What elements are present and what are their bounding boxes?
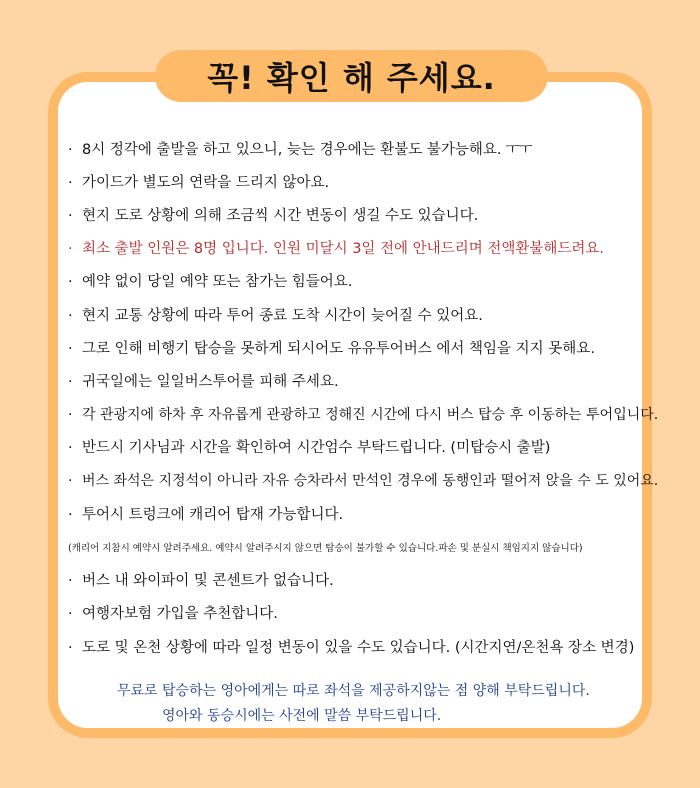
bullet-icon: · (68, 341, 73, 357)
page-title: 꼭! 확인 해 주세요. (207, 59, 496, 97)
notice-item-text: 최소 출발 인원은 8명 입니다. 인원 미달시 3일 전에 안내드리며 전액환불해드려요. (82, 241, 604, 257)
notice-item-text: 여행자보험 가입을 추천합니다. (82, 606, 278, 622)
infant-seat-notice: 무료로 탑승하는 영아에게는 따로 좌석을 제공하지않는 점 양해 부탁드립니다. (117, 683, 590, 699)
notice-item (68, 604, 278, 624)
bullet-icon: · (68, 407, 73, 423)
notice-item-text: 반드시 기사님과 시간을 확인하여 시간엄수 부탁드립니다. (미탑승시 출발) (82, 440, 551, 456)
notice-item (68, 206, 478, 226)
notice-item-text: 8시 정각에 출발을 하고 있으니, 늦는 경우에는 환불도 불가능해요. (82, 142, 502, 158)
bullet-icon: · (68, 374, 73, 390)
notice-item-minimum-participants (68, 239, 604, 259)
bullet-icon: · (68, 142, 73, 158)
bullet-icon: · (68, 208, 73, 224)
notice-item (68, 140, 532, 160)
notice-item (68, 571, 334, 591)
notice-item-text: 현지 도로 상황에 의해 조금씩 시간 변동이 생길 수도 있습니다. (82, 208, 479, 224)
notice-item-text: 그로 인해 비행기 탑승을 못하게 되시어도 유유투어버스 에서 책임을 지지 못해요. (82, 341, 595, 357)
bullet-icon: · (68, 440, 73, 456)
bullet-icon: · (68, 473, 73, 489)
notice-item-text: 가이드가 별도의 연락을 드리지 않아요. (82, 175, 330, 191)
notice-item-text: 버스 좌석은 지정석이 아니라 자유 승차라서 만석인 경우에 동행인과 떨어져 앉을 수 도 있어요. (82, 473, 659, 489)
notice-item (68, 173, 329, 193)
notice-item (68, 372, 339, 392)
notice-item-text: 각 관광지에 하차 후 자유롭게 관광하고 정해진 시간에 다시 버스 탑승 후 이동하는 투어입니다. (82, 407, 659, 423)
bullet-icon: · (68, 241, 73, 257)
notice-item-text: 현지 교통 상황에 따라 투어 종료 도착 시간이 늦어질 수 있어요. (82, 308, 483, 324)
bullet-icon: · (68, 606, 73, 622)
notice-item (68, 505, 343, 525)
infant-advance-notice: 영아와 동승시에는 사전에 말씀 부탁드립니다. (162, 708, 442, 724)
notice-item (68, 405, 658, 425)
notice-item (68, 638, 634, 658)
bullet-icon: · (68, 274, 73, 290)
bullet-icon: · (68, 308, 73, 324)
notice-item-text: 투어시 트렁크에 캐리어 탑재 가능합니다. (82, 507, 344, 523)
notice-item (68, 471, 658, 491)
crying-emoticon: ㅜㅜ (505, 142, 532, 158)
notice-item-text: 버스 내 와이파이 및 콘센트가 없습니다. (82, 573, 334, 589)
bullet-icon: · (68, 175, 73, 191)
carrier-note: (캐리어 지참시 예약시 알려주세요. 예약시 알려주시지 않으면 탑승이 불가할 수 있습니다.파손 및 분실시 책임지지 않습니다) (68, 543, 583, 554)
bullet-icon: · (68, 640, 73, 656)
notice-item (68, 272, 352, 292)
notice-item-text: 귀국일에는 일일버스투어를 피해 주세요. (82, 374, 339, 390)
notice-item (68, 306, 483, 326)
notice-item (68, 339, 595, 359)
notice-item (68, 438, 550, 458)
notice-item-text: 도로 및 온천 상황에 따라 일정 변동이 있을 수도 있습니다. (시간지연/온천욕 장소 변경) (82, 640, 635, 656)
bullet-icon: · (68, 507, 73, 523)
bullet-icon: · (68, 573, 73, 589)
notice-item-text: 예약 없이 당일 예약 또는 참가는 힘들어요. (82, 274, 353, 290)
